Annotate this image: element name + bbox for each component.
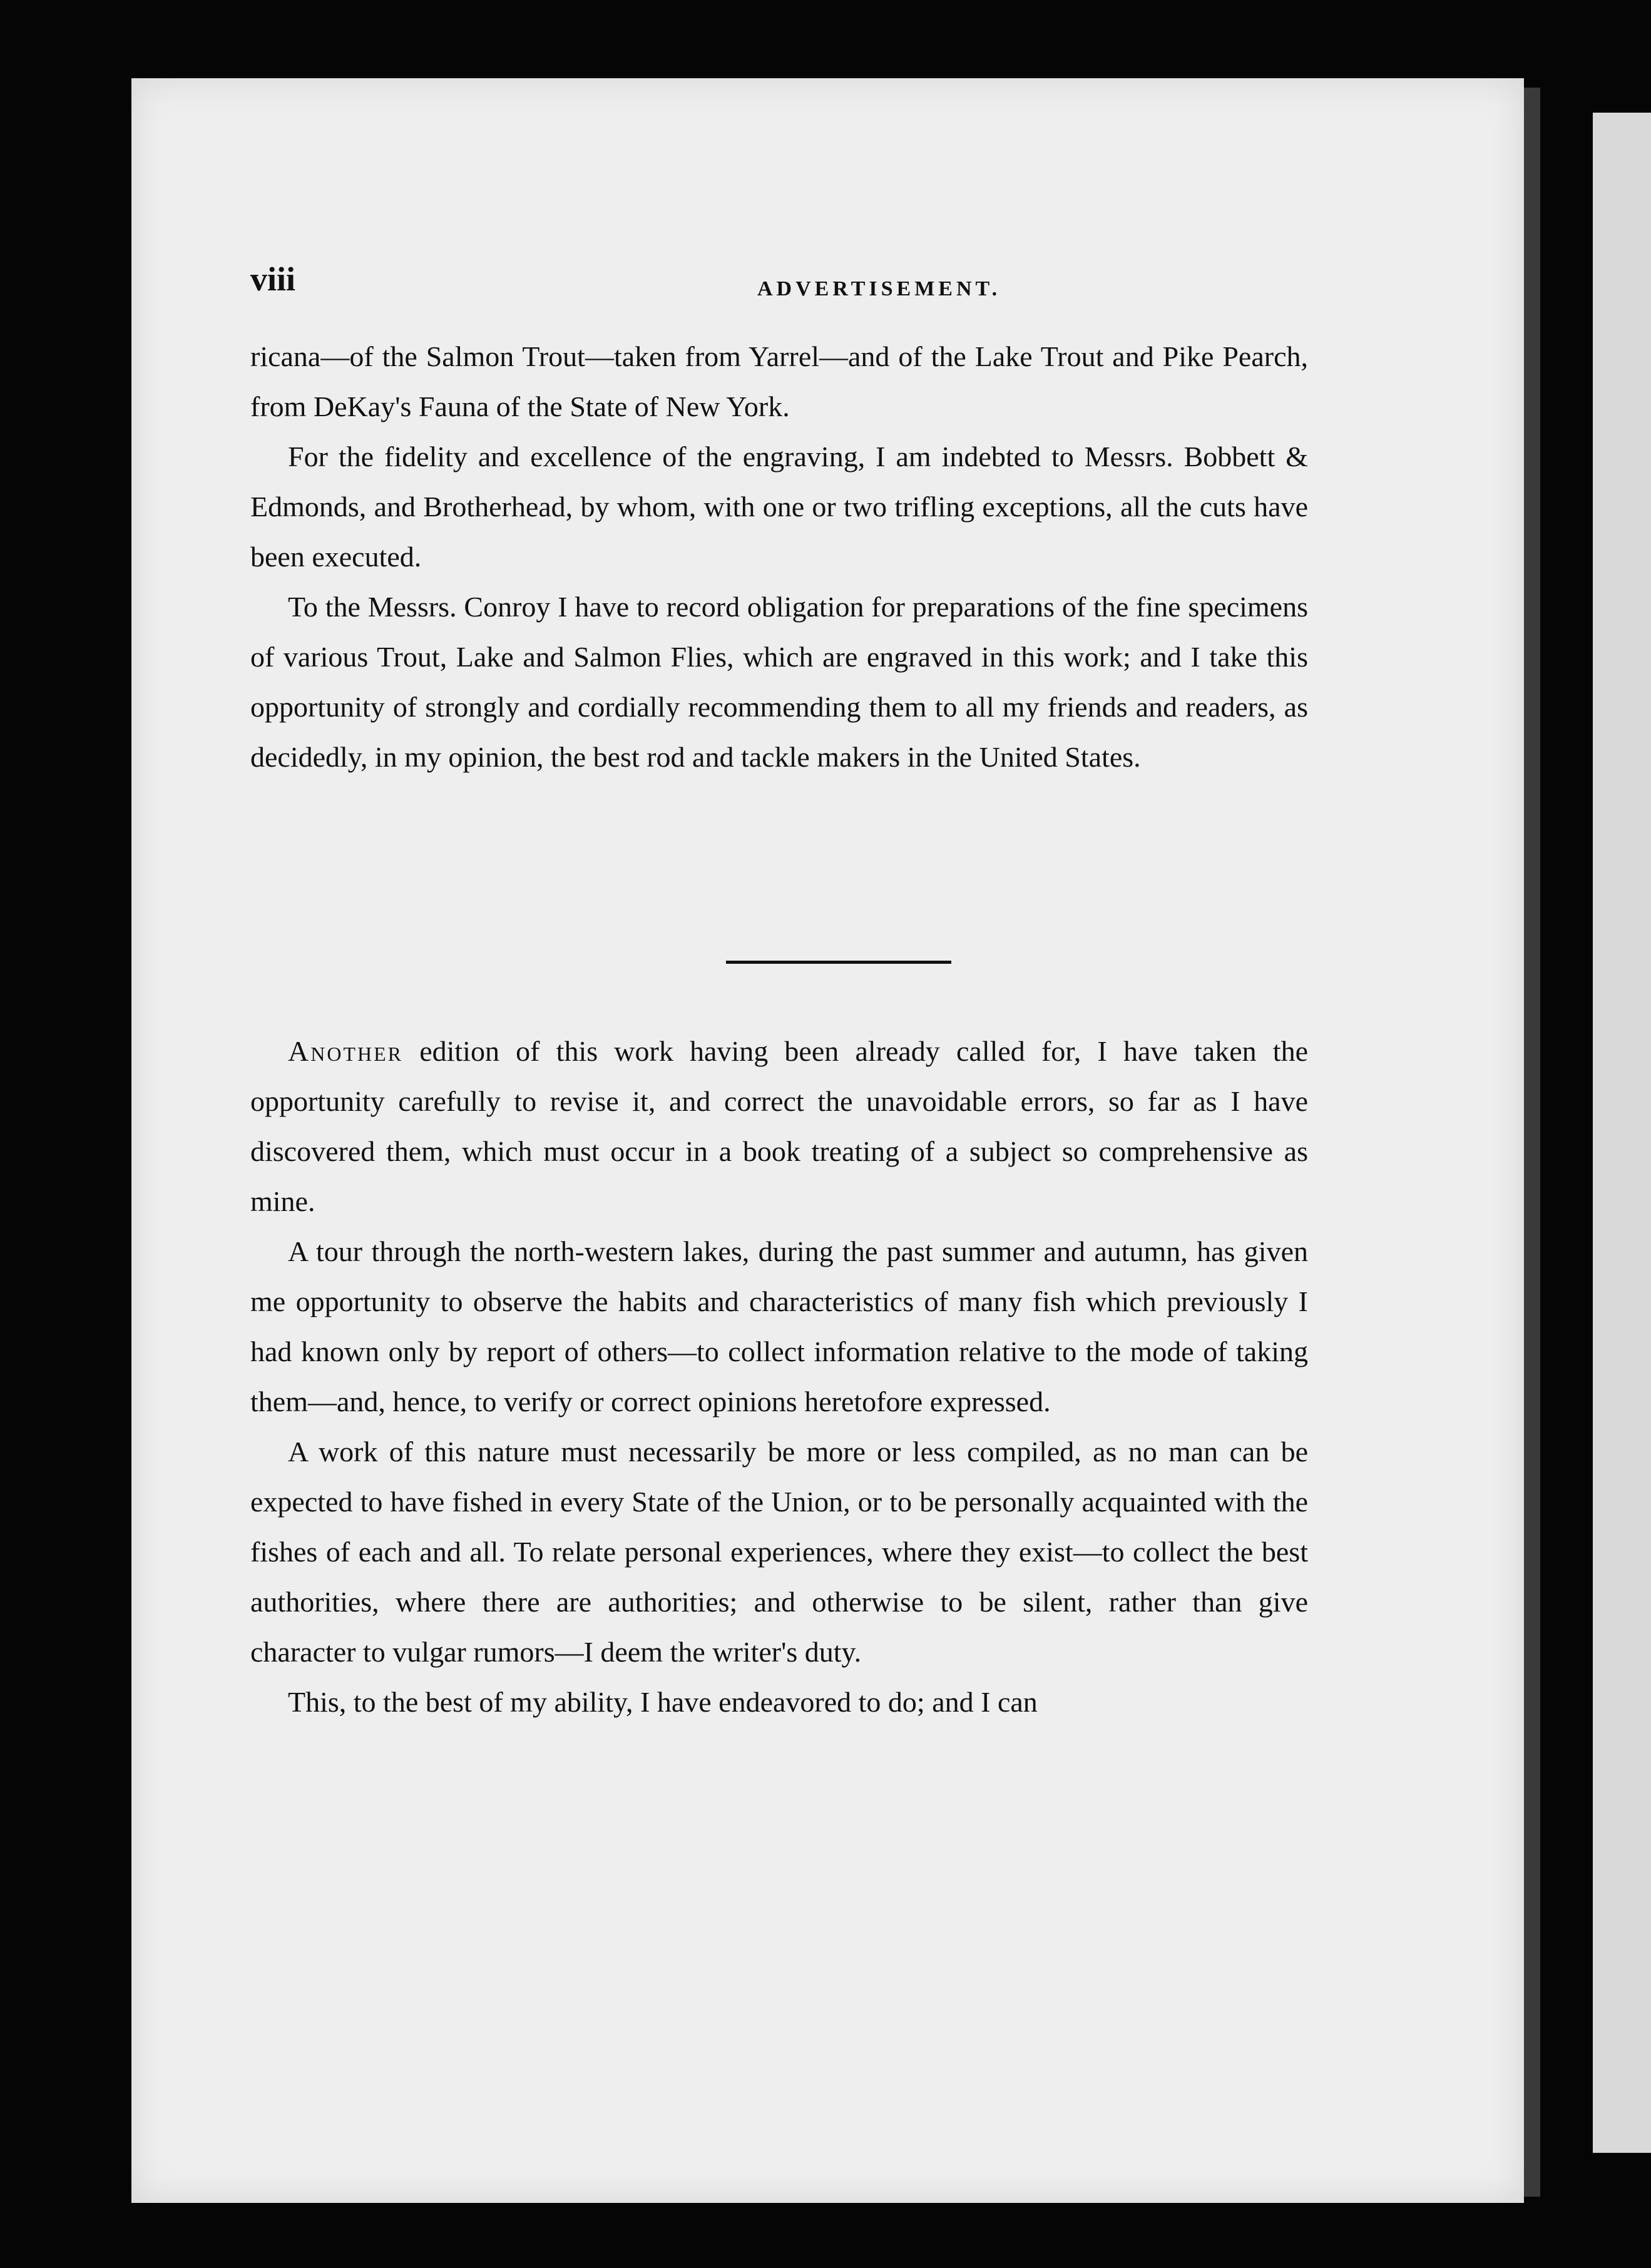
- page-shadow-edge: [1524, 88, 1540, 2197]
- page-header: [250, 260, 1308, 316]
- paragraph-engraving: For the fidelity and excellence of the engraving, I am indebted to Messrs. Bobbett & Edmonds, and Brotherhead, by whom, with one or two trifling exceptions, all the cuts have been executed.: [250, 441, 1308, 573]
- paragraph-ability: This, to the best of my ability, I have endeavored to do; and I can: [288, 1686, 1038, 1718]
- paragraph-conroy: To the Messrs. Conroy I have to record obligation for preparations of the fine specimens of various Trout, Lake and Salmon Flies, which are engraved in this work; and I take this opportunity of strongly and cordially recommending them to all my friends and readers, as decidedly, in my opinion, the best rod and tackle makers in the United States.: [250, 591, 1308, 773]
- opening-word: Another: [288, 1035, 403, 1067]
- advertisement-section-2: [250, 1026, 1308, 1727]
- advertisement-section-1: [250, 332, 1308, 782]
- section-divider: [726, 961, 951, 964]
- paragraph-compiled: A work of this nature must necessarily be more or less compiled, as no man can be expected to have fished in every State of the Union, or to be personally acquainted with the fishes of each and all. To relate personal experiences, where they exist—to collect the best authorities, where there are authorities; and otherwise to be silent, rather than give character to vulgar rumors—I deem the writer's duty.: [250, 1436, 1308, 1668]
- paragraph-tour: A tour through the north-western lakes, during the past summer and autumn, has given me opportunity to observe the habits and characteristics of many fish which previously I had known only by report of others—to collect information relative to the mode of taking them—and, hence, to verify or correct opinions heretofore expressed.: [250, 1235, 1308, 1418]
- running-head: ADVERTISEMENT.: [757, 277, 1001, 300]
- page-number: viii: [250, 260, 296, 298]
- paragraph-continuation: ricana—of the Salmon Trout—taken from Yarrel—and of the Lake Trout and Pike Pearch, from DeKay's Fauna of the State of New York.: [250, 340, 1308, 422]
- paragraph-another-edition-text: edition of this work having been already called for, I have taken the opportunity carefully to revise it, and correct the unavoidable errors, so far as I have discovered them, which must occur in a book treating of a subject so comprehensive as mine.: [250, 1035, 1309, 1217]
- adjacent-page-edge: [1593, 113, 1651, 2153]
- paragraph-another-edition: [250, 1026, 1308, 1227]
